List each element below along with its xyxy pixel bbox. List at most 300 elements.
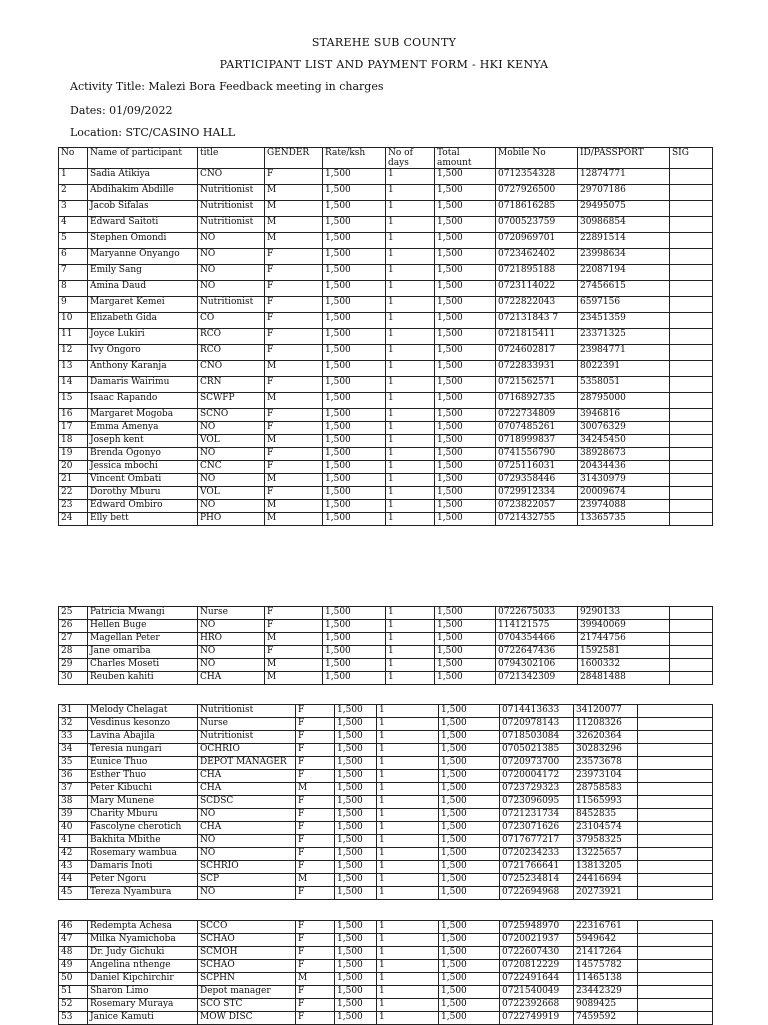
- cell-title: CO: [198, 313, 265, 329]
- cell-gender: F: [296, 999, 335, 1012]
- cell-mobile: 0704354466: [496, 633, 578, 646]
- cell-gender: F: [265, 249, 323, 265]
- cell-total: 1,500: [439, 744, 500, 757]
- cell-rate: 1,500: [323, 329, 386, 345]
- cell-mobile: 0720234233: [500, 848, 574, 861]
- table-row: [59, 757, 713, 770]
- cell-id: 28758583: [574, 783, 638, 796]
- cell-days: 1: [386, 633, 435, 646]
- cell-no: 25: [59, 607, 88, 620]
- cell-no: 20: [59, 461, 88, 474]
- table-row: [59, 960, 713, 973]
- cell-mobile: 0723729323: [500, 783, 574, 796]
- cell-gender: F: [265, 409, 323, 422]
- table-row: [59, 921, 713, 934]
- cell-total: 1,500: [435, 217, 496, 233]
- cell-title: NO: [198, 835, 296, 848]
- cell-title: SCPHN: [198, 973, 296, 986]
- cell-gender: M: [265, 500, 323, 513]
- cell-name: Dorothy Mburu: [88, 487, 198, 500]
- table-row: [59, 377, 713, 393]
- cell-name: Edward Ombiro: [88, 500, 198, 513]
- cell-days: 1: [377, 921, 439, 934]
- cell-gender: M: [265, 633, 323, 646]
- cell-mobile: 0794302106: [496, 659, 578, 672]
- cell-no: 8: [59, 281, 88, 297]
- table-row: [59, 313, 713, 329]
- county-heading: STAREHE SUB COUNTY: [311, 36, 457, 49]
- cell-name: Emma Amenya: [88, 422, 198, 435]
- cell-name: Eunice Thuo: [88, 757, 198, 770]
- cell-days: 1: [386, 500, 435, 513]
- cell-title: SCCO: [198, 921, 296, 934]
- cell-title: CRN: [198, 377, 265, 393]
- cell-name: Dr. Judy Gichuki: [88, 947, 198, 960]
- table-row: [59, 409, 713, 422]
- cell-rate: 1,500: [323, 185, 386, 201]
- table-row: [59, 731, 713, 744]
- cell-total: 1,500: [435, 500, 496, 513]
- cell-mobile: 0729912334: [496, 487, 578, 500]
- cell-no: 53: [59, 1012, 88, 1025]
- cell-total: 1,500: [439, 705, 500, 718]
- cell-mobile: 0721766641: [500, 861, 574, 874]
- cell-gender: M: [265, 201, 323, 217]
- cell-title: CHA: [198, 672, 265, 685]
- cell-name: Magellan Peter: [88, 633, 198, 646]
- cell-mobile: 0718999837: [496, 435, 578, 448]
- cell-sig: [638, 973, 713, 986]
- cell-name: Janice Kamuti: [88, 1012, 198, 1025]
- cell-sig: [638, 770, 713, 783]
- cell-total: 1,500: [435, 345, 496, 361]
- cell-gender: F: [265, 265, 323, 281]
- column-header-total: Total amount: [435, 148, 496, 169]
- cell-sig: [670, 409, 713, 422]
- table-row: [59, 345, 713, 361]
- cell-total: 1,500: [435, 607, 496, 620]
- cell-no: 23: [59, 500, 88, 513]
- cell-rate: 1,500: [323, 633, 386, 646]
- cell-id: 34120077: [574, 705, 638, 718]
- cell-no: 2: [59, 185, 88, 201]
- cell-mobile: 0721432755: [496, 513, 578, 526]
- cell-no: 51: [59, 986, 88, 999]
- cell-rate: 1,500: [323, 620, 386, 633]
- cell-id: 8452835: [574, 809, 638, 822]
- cell-days: 1: [377, 960, 439, 973]
- table-row: [59, 718, 713, 731]
- cell-rate: 1,500: [323, 435, 386, 448]
- cell-gender: F: [296, 757, 335, 770]
- cell-sig: [670, 422, 713, 435]
- cell-days: 1: [386, 393, 435, 409]
- cell-no: 10: [59, 313, 88, 329]
- cell-sig: [670, 233, 713, 249]
- cell-days: 1: [386, 607, 435, 620]
- cell-rate: 1,500: [335, 947, 377, 960]
- cell-gender: F: [265, 377, 323, 393]
- cell-total: 1,500: [435, 249, 496, 265]
- cell-id: 22316761: [574, 921, 638, 934]
- cell-title: SCWFP: [198, 393, 265, 409]
- table-row: [59, 474, 713, 487]
- cell-days: 1: [386, 297, 435, 313]
- cell-total: 1,500: [435, 409, 496, 422]
- cell-name: Melody Chelagat: [88, 705, 198, 718]
- table-row: [59, 620, 713, 633]
- cell-total: 1,500: [439, 770, 500, 783]
- cell-title: VOL: [198, 487, 265, 500]
- cell-mobile: 0722694968: [500, 887, 574, 900]
- cell-mobile: 0720004172: [500, 770, 574, 783]
- cell-title: SCHAO: [198, 934, 296, 947]
- cell-no: 50: [59, 973, 88, 986]
- cell-title: NO: [198, 422, 265, 435]
- cell-mobile: 0722607430: [500, 947, 574, 960]
- cell-title: HRO: [198, 633, 265, 646]
- cell-no: 21: [59, 474, 88, 487]
- cell-gender: F: [265, 448, 323, 461]
- cell-total: 1,500: [439, 718, 500, 731]
- cell-days: 1: [377, 986, 439, 999]
- table-row: [59, 361, 713, 377]
- table-row: [59, 607, 713, 620]
- table-row: [59, 500, 713, 513]
- cell-rate: 1,500: [323, 361, 386, 377]
- cell-total: 1,500: [435, 329, 496, 345]
- cell-days: 1: [386, 409, 435, 422]
- cell-mobile: 0722749919: [500, 1012, 574, 1025]
- cell-name: Milka Nyamichoba: [88, 934, 198, 947]
- cell-total: 1,500: [435, 313, 496, 329]
- cell-total: 1,500: [435, 487, 496, 500]
- cell-id: 5358051: [578, 377, 670, 393]
- cell-no: 22: [59, 487, 88, 500]
- cell-name: Jane omariba: [88, 646, 198, 659]
- cell-sig: [638, 861, 713, 874]
- cell-rate: 1,500: [335, 835, 377, 848]
- cell-id: 39940069: [578, 620, 670, 633]
- cell-mobile: 0721562571: [496, 377, 578, 393]
- cell-mobile: 0700523759: [496, 217, 578, 233]
- cell-mobile: 072131843 7: [496, 313, 578, 329]
- cell-rate: 1,500: [323, 249, 386, 265]
- cell-name: Fascolyne cherotich: [88, 822, 198, 835]
- cell-sig: [638, 796, 713, 809]
- cell-title: Nutritionist: [198, 185, 265, 201]
- cell-mobile: 0725948970: [500, 921, 574, 934]
- cell-days: 1: [377, 874, 439, 887]
- cell-days: 1: [386, 620, 435, 633]
- cell-title: NO: [198, 233, 265, 249]
- cell-id: 31430979: [578, 474, 670, 487]
- cell-rate: 1,500: [323, 377, 386, 393]
- table-row: [59, 297, 713, 313]
- cell-sig: [638, 921, 713, 934]
- cell-title: NO: [198, 474, 265, 487]
- cell-gender: M: [265, 659, 323, 672]
- cell-gender: F: [265, 281, 323, 297]
- cell-id: 23973104: [574, 770, 638, 783]
- cell-days: 1: [377, 934, 439, 947]
- cell-sig: [670, 201, 713, 217]
- cell-mobile: 0721231734: [500, 809, 574, 822]
- cell-id: 6597156: [578, 297, 670, 313]
- cell-name: Edward Saitoti: [88, 217, 198, 233]
- cell-days: 1: [386, 345, 435, 361]
- cell-mobile: 114121575: [496, 620, 578, 633]
- table-row: [59, 705, 713, 718]
- cell-rate: 1,500: [335, 986, 377, 999]
- cell-mobile: 0720973700: [500, 757, 574, 770]
- cell-title: SCHRIO: [198, 861, 296, 874]
- cell-name: Joyce Lukiri: [88, 329, 198, 345]
- cell-rate: 1,500: [335, 1012, 377, 1025]
- cell-mobile: 0712354328: [496, 169, 578, 185]
- column-header-mobile: Mobile No: [496, 148, 578, 169]
- cell-name: Hellen Buge: [88, 620, 198, 633]
- cell-name: Margaret Mogoba: [88, 409, 198, 422]
- cell-total: 1,500: [435, 169, 496, 185]
- cell-days: 1: [377, 705, 439, 718]
- cell-rate: 1,500: [323, 659, 386, 672]
- cell-title: VOL: [198, 435, 265, 448]
- cell-total: 1,500: [435, 393, 496, 409]
- cell-sig: [670, 461, 713, 474]
- cell-sig: [670, 361, 713, 377]
- cell-days: 1: [377, 835, 439, 848]
- cell-days: 1: [386, 249, 435, 265]
- cell-rate: 1,500: [335, 960, 377, 973]
- cell-total: 1,500: [435, 297, 496, 313]
- cell-title: SCMOH: [198, 947, 296, 960]
- cell-days: 1: [377, 1012, 439, 1025]
- column-header-days: No of days: [386, 148, 435, 169]
- cell-id: 12874771: [578, 169, 670, 185]
- cell-no: 28: [59, 646, 88, 659]
- cell-days: 1: [386, 281, 435, 297]
- column-header-title: title: [198, 148, 265, 169]
- cell-id: 14575782: [574, 960, 638, 973]
- cell-gender: F: [296, 960, 335, 973]
- table-row: [59, 233, 713, 249]
- column-header-name: Name of participant: [88, 148, 198, 169]
- cell-name: Brenda Ogonyo: [88, 448, 198, 461]
- cell-title: Nurse: [198, 607, 265, 620]
- cell-gender: F: [296, 1012, 335, 1025]
- cell-title: NO: [198, 659, 265, 672]
- cell-sig: [670, 185, 713, 201]
- cell-no: 16: [59, 409, 88, 422]
- cell-rate: 1,500: [323, 201, 386, 217]
- cell-no: 47: [59, 934, 88, 947]
- cell-no: 33: [59, 731, 88, 744]
- cell-no: 29: [59, 659, 88, 672]
- cell-id: 32620364: [574, 731, 638, 744]
- table-row: [59, 861, 713, 874]
- cell-mobile: 0720021937: [500, 934, 574, 947]
- cell-days: 1: [377, 796, 439, 809]
- cell-total: 1,500: [435, 633, 496, 646]
- cell-mobile: 0722392668: [500, 999, 574, 1012]
- cell-sig: [670, 500, 713, 513]
- cell-total: 1,500: [439, 921, 500, 934]
- cell-no: 44: [59, 874, 88, 887]
- column-header-no: No: [59, 148, 88, 169]
- cell-mobile: 0741556790: [496, 448, 578, 461]
- cell-mobile: 0722675033: [496, 607, 578, 620]
- cell-days: 1: [386, 313, 435, 329]
- cell-total: 1,500: [439, 887, 500, 900]
- table-row: [59, 783, 713, 796]
- cell-rate: 1,500: [335, 921, 377, 934]
- cell-total: 1,500: [435, 646, 496, 659]
- cell-mobile: 0725116031: [496, 461, 578, 474]
- cell-sig: [670, 474, 713, 487]
- cell-title: Nutritionist: [198, 731, 296, 744]
- cell-days: 1: [377, 757, 439, 770]
- cell-title: CHA: [198, 822, 296, 835]
- cell-mobile: 0723071626: [500, 822, 574, 835]
- cell-mobile: 0721895188: [496, 265, 578, 281]
- cell-total: 1,500: [439, 973, 500, 986]
- cell-mobile: 0722734809: [496, 409, 578, 422]
- cell-days: 1: [386, 169, 435, 185]
- cell-days: 1: [377, 848, 439, 861]
- table-row: [59, 249, 713, 265]
- cell-days: 1: [386, 461, 435, 474]
- cell-rate: 1,500: [323, 393, 386, 409]
- table-row: [59, 169, 713, 185]
- cell-total: 1,500: [435, 659, 496, 672]
- cell-no: 1: [59, 169, 88, 185]
- cell-days: 1: [386, 448, 435, 461]
- cell-name: Teresia nungari: [88, 744, 198, 757]
- cell-id: 23442329: [574, 986, 638, 999]
- cell-name: Margaret Kemei: [88, 297, 198, 313]
- cell-mobile: 0720969701: [496, 233, 578, 249]
- cell-sig: [638, 874, 713, 887]
- cell-id: 23974088: [578, 500, 670, 513]
- cell-mobile: 0718616285: [496, 201, 578, 217]
- cell-name: Rosemary Muraya: [88, 999, 198, 1012]
- cell-rate: 1,500: [323, 672, 386, 685]
- cell-no: 31: [59, 705, 88, 718]
- cell-sig: [670, 513, 713, 526]
- cell-sig: [670, 249, 713, 265]
- cell-title: CHA: [198, 783, 296, 796]
- cell-gender: F: [265, 646, 323, 659]
- cell-no: 5: [59, 233, 88, 249]
- cell-days: 1: [377, 822, 439, 835]
- cell-name: Charles Moseti: [88, 659, 198, 672]
- cell-rate: 1,500: [335, 796, 377, 809]
- cell-no: 30: [59, 672, 88, 685]
- cell-name: Abdihakim Abdille: [88, 185, 198, 201]
- cell-mobile: 0723096095: [500, 796, 574, 809]
- table-row: [59, 973, 713, 986]
- cell-title: Nurse: [198, 718, 296, 731]
- table-row: [59, 217, 713, 233]
- cell-id: 21744756: [578, 633, 670, 646]
- cell-title: CHA: [198, 770, 296, 783]
- cell-total: 1,500: [439, 986, 500, 999]
- cell-gender: F: [296, 835, 335, 848]
- cell-no: 15: [59, 393, 88, 409]
- cell-mobile: 0722647436: [496, 646, 578, 659]
- cell-rate: 1,500: [323, 169, 386, 185]
- cell-gender: F: [296, 921, 335, 934]
- cell-gender: F: [265, 345, 323, 361]
- table-row: [59, 329, 713, 345]
- cell-id: 20434436: [578, 461, 670, 474]
- cell-title: NO: [198, 809, 296, 822]
- cell-gender: M: [296, 783, 335, 796]
- cell-no: 24: [59, 513, 88, 526]
- cell-mobile: 0717677217: [500, 835, 574, 848]
- cell-days: 1: [386, 185, 435, 201]
- cell-sig: [638, 1012, 713, 1025]
- cell-total: 1,500: [435, 672, 496, 685]
- cell-title: NO: [198, 887, 296, 900]
- cell-gender: F: [296, 848, 335, 861]
- cell-sig: [670, 313, 713, 329]
- cell-mobile: 0720978143: [500, 718, 574, 731]
- cell-title: Depot manager: [198, 986, 296, 999]
- cell-gender: M: [265, 435, 323, 448]
- cell-title: SCNO: [198, 409, 265, 422]
- cell-total: 1,500: [439, 934, 500, 947]
- cell-name: Bakhita Mbithe: [88, 835, 198, 848]
- cell-total: 1,500: [439, 874, 500, 887]
- cell-id: 23371325: [578, 329, 670, 345]
- cell-gender: F: [296, 731, 335, 744]
- cell-name: Ivy Ongoro: [88, 345, 198, 361]
- cell-no: 7: [59, 265, 88, 281]
- cell-name: Mary Munene: [88, 796, 198, 809]
- cell-name: Damaris Inoti: [88, 861, 198, 874]
- table-row: [59, 874, 713, 887]
- cell-name: Amina Daud: [88, 281, 198, 297]
- cell-gender: F: [265, 313, 323, 329]
- cell-id: 28481488: [578, 672, 670, 685]
- cell-rate: 1,500: [335, 809, 377, 822]
- cell-id: 13365735: [578, 513, 670, 526]
- cell-rate: 1,500: [335, 731, 377, 744]
- cell-mobile: 0721342309: [496, 672, 578, 685]
- cell-days: 1: [386, 659, 435, 672]
- cell-sig: [670, 297, 713, 313]
- cell-days: 1: [377, 999, 439, 1012]
- cell-mobile: 0727926500: [496, 185, 578, 201]
- cell-days: 1: [386, 329, 435, 345]
- cell-gender: F: [265, 487, 323, 500]
- cell-id: 29495075: [578, 201, 670, 217]
- cell-sig: [638, 757, 713, 770]
- cell-mobile: 0725234814: [500, 874, 574, 887]
- cell-mobile: 0720812229: [500, 960, 574, 973]
- table-row: [59, 201, 713, 217]
- cell-name: Rosemary wambua: [88, 848, 198, 861]
- column-header-rate: Rate/ksh: [323, 148, 386, 169]
- cell-total: 1,500: [439, 999, 500, 1012]
- cell-rate: 1,500: [335, 770, 377, 783]
- cell-no: 36: [59, 770, 88, 783]
- cell-gender: M: [265, 513, 323, 526]
- cell-name: Patricia Mwangi: [88, 607, 198, 620]
- cell-rate: 1,500: [323, 461, 386, 474]
